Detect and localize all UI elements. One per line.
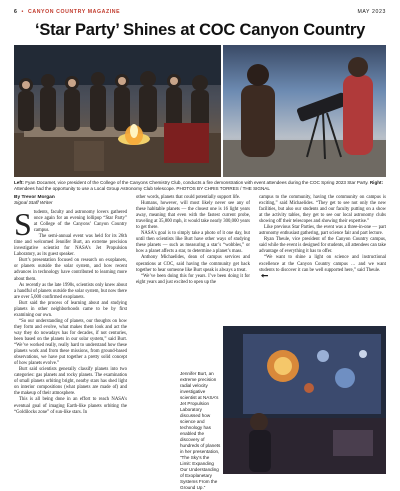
article-column-2 — [136, 195, 250, 286]
article-paragraph: Burt said the process of learning about and studying planets in other neighborhoods came to be by first examining our own. — [14, 300, 127, 318]
article-paragraph: other words, planets that could potentially support life. — [136, 195, 241, 200]
bullet-separator: • — [21, 9, 24, 15]
magazine-name: CANYON COUNTRY MAGAZINE — [28, 9, 121, 15]
byline-name: By Trevor Morgan — [14, 195, 55, 200]
article-paragraph: Like previous Star Parties, the event was a three-in-one — part astronomy enthusiast gathering, part science fair and part lecture. — [259, 225, 386, 237]
article-paragraph: “We want to shine a light on science and instructional excellence at the Canyon Country campus … and we want students to discover it can be well supported here,” said Theule. — [259, 255, 386, 273]
article-paragraph: NASA’s goal is to simply take a photo of it one day, but until then scientists like Burt have other ways of studying these planets — such as measuring a star’s “wobbles,” or how a planet affects a star, to determine a planet’s mass. — [136, 231, 250, 255]
issue-date: MAY 2023 — [357, 9, 386, 15]
drop-cap: S — [14, 206, 32, 242]
speaker-photo — [223, 326, 386, 474]
article-headline: ‘Star Party’ Shines at COC Canyon Country — [34, 21, 366, 39]
article-paragraph: “So our understanding of planets, our thoughts on how they form and evolve, what makes them look and act the way they do nowadays has for decades, if not centuries, been based on the planets in our solar system,” said Burt. “We’ve worked really, really hard to understand how these planets work and from these missions, from ground-based observations, we have put together a pretty solid concept of how planets evolve.” — [14, 318, 127, 367]
inset-photo-caption: Jennifer Burt, an extreme precision radial velocity investigative scientist at NASA’s Jet Propulsion Laboratory discussed how science and technology has enabled the discovery of hundreds of planets in her presentation, “The Sky’s the Limit: Expanding Our Understanding of Exoplanetary Systems From the Ground Up.” — [180, 371, 221, 490]
telescope-photo — [223, 45, 386, 177]
article-column-3 — [259, 195, 386, 280]
article-paragraph: “We’ve been doing this for years. I’ve been doing it for eight years and just excited to open up the — [136, 273, 250, 285]
fire-demo-photo — [14, 45, 221, 177]
article-paragraph: Anthony Michaelides, dean of campus services and operations at COC, said having the community get back together to hear someone like Burt speak is always a treat. — [136, 255, 250, 273]
photo-caption — [14, 180, 386, 192]
running-head — [14, 9, 386, 17]
caption-left-label: Left: — [14, 180, 24, 185]
caption-right-text: Attendees had the opportunity to use a Local Group Astronomy Club telescope. PHOTOS BY CHRIS TORRES / THE SIGNAL — [14, 186, 270, 191]
caption-left-text: Fyan Docamet, vice president of the College of the Canyons Chemistry Club, conducts a fire demonstration with event attendees during the COC Spring 2023 Star Party. — [23, 180, 369, 185]
article-paragraph: This is all being done in an effort to reach NASA’s eventual goal of imaging Earth-like planets orbiting the “Goldilocks zone” of sun-like stars. In — [14, 397, 127, 415]
article-column-1 — [14, 195, 127, 416]
page-number: 6 — [14, 9, 18, 15]
byline-role: Signal Staff Writer — [14, 201, 53, 206]
article-paragraph: campus to the community, having the community on campus is exciting,” said Michaelides. “They get to see not only the new facilities, but also our students and our faculty putting on a show at the activity tables, they get to see our local astronomy clubs showing off their telescopes and showing their expertise.” — [259, 195, 386, 225]
article-paragraph: The semi-annual event was held for its 26th time and welcomed Jennifer Burt, an extreme precision investigative scientist for NASA’s Jet Propulsion Laboratory, as its guest speaker. — [14, 234, 127, 258]
article-paragraph: tudents, faculty and astronomy lovers gathered once again for an evening lollipop “Star Party” at College of the Canyons’ Canyon Country campus. — [33, 210, 127, 234]
article-paragraph: As recently as the late 1990s, scientists only knew about a handful of planets outside the solar system, but now there are over 5,000 confirmed exoplanets. — [14, 282, 127, 300]
caption-right-label: Right: — [368, 180, 384, 185]
article-paragraph: Burt said scientists generally classify planets into two categories: gas planets and rocky planets. The examination of small planets orbiting bright, nearby stars has shed light on interior compositions (what planets are made of) and the makeup of their atmosphere. — [14, 367, 127, 397]
article-paragraph: Humans, however, will most likely never see any of these habitable planets — the closest one is 16 light years away, meaning that even with the fastest current probe, traveling at 35,800 mph, it would take nearly 300,000 years to get there. — [136, 201, 250, 231]
article-paragraph: Ryan Theule, vice president of the Canyon Country campus, said while the event is designed for students, all attendees can take advantage of everything it has to offer. — [259, 237, 386, 255]
end-mark-icon — [261, 274, 268, 278]
article-paragraph: Burt’s presentation focused on research on exoplanets, or planets outside the solar system, and how recent advances in technology have contributed to learning more about them. — [14, 258, 127, 282]
